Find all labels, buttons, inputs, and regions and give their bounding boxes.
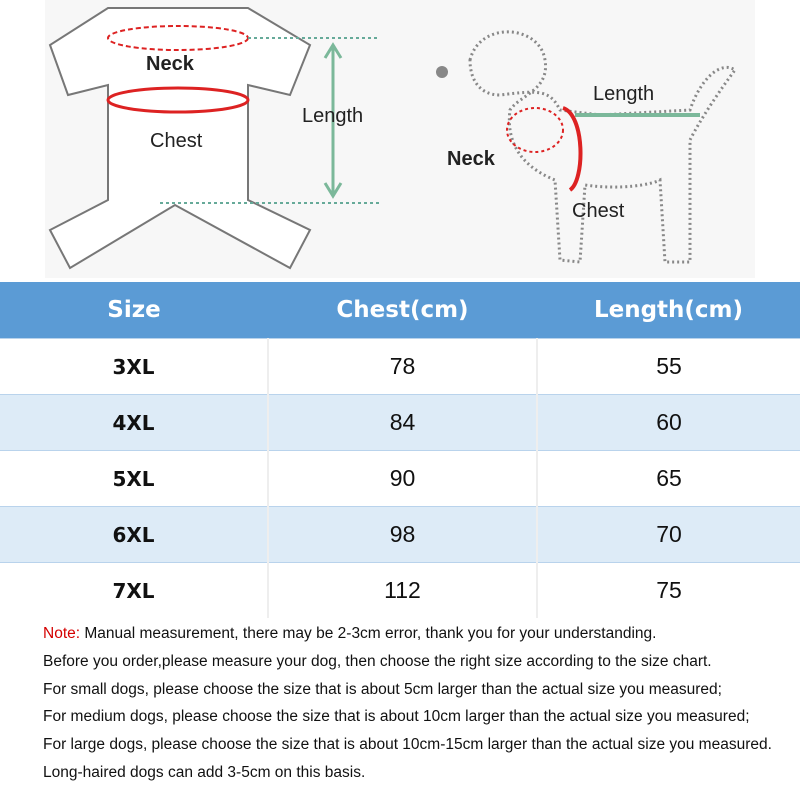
dog-chest-label: Chest [572, 200, 625, 222]
length-cell: 65 [537, 451, 800, 507]
note-line: For small dogs, please choose the size that is about 5cm larger than the actual size you measured; [43, 680, 722, 698]
header-chest: Chest(cm) [268, 282, 537, 339]
size-cell: 7XL [0, 563, 268, 619]
length-cell: 60 [537, 395, 800, 451]
measurement-diagram [0, 0, 800, 282]
header-length: Length(cm) [537, 282, 800, 339]
table-row [0, 507, 800, 563]
size-cell: 6XL [0, 507, 268, 563]
size-table [0, 282, 800, 618]
note-line: For medium dogs, please choose the size that is about 10cm larger than the actual size you measured; [43, 708, 750, 726]
table-row [0, 339, 800, 395]
table-row [0, 563, 800, 619]
notes [43, 620, 772, 787]
chest-cell: 98 [268, 507, 537, 563]
header-size: Size [0, 282, 268, 339]
chest-cell: 84 [268, 395, 537, 451]
measurement-illustration [0, 0, 800, 282]
chest-cell: 78 [268, 339, 537, 395]
length-cell: 55 [537, 339, 800, 395]
length-cell: 75 [537, 563, 800, 619]
note-line: Long-haired dogs can add 3-5cm on this basis. [43, 763, 366, 781]
note-line [43, 620, 772, 648]
note-line: Before you order,please measure your dog, then choose the right size according to the size chart. [43, 652, 712, 670]
note-text: Manual measurement, there may be 2-3cm error, thank you for your understanding. [80, 625, 657, 642]
note-line: For large dogs, please choose the size that is about 10cm-15cm larger than the actual size you measured. [43, 736, 772, 754]
dog-length-label: Length [593, 83, 655, 105]
size-cell: 4XL [0, 395, 268, 451]
shirt-neck-label: Neck [146, 53, 194, 75]
size-cell: 5XL [0, 451, 268, 507]
table-row [0, 395, 800, 451]
dog-neck-label: Neck [447, 148, 495, 170]
note-prefix: Note: [43, 625, 81, 642]
shirt-chest-label: Chest [150, 130, 203, 152]
chest-cell: 90 [268, 451, 537, 507]
table-row [0, 451, 800, 507]
size-cell: 3XL [0, 339, 268, 395]
length-cell: 70 [537, 507, 800, 563]
chest-cell: 112 [268, 563, 537, 619]
shirt-length-label: Length [302, 105, 364, 127]
table-header-row [0, 282, 800, 339]
